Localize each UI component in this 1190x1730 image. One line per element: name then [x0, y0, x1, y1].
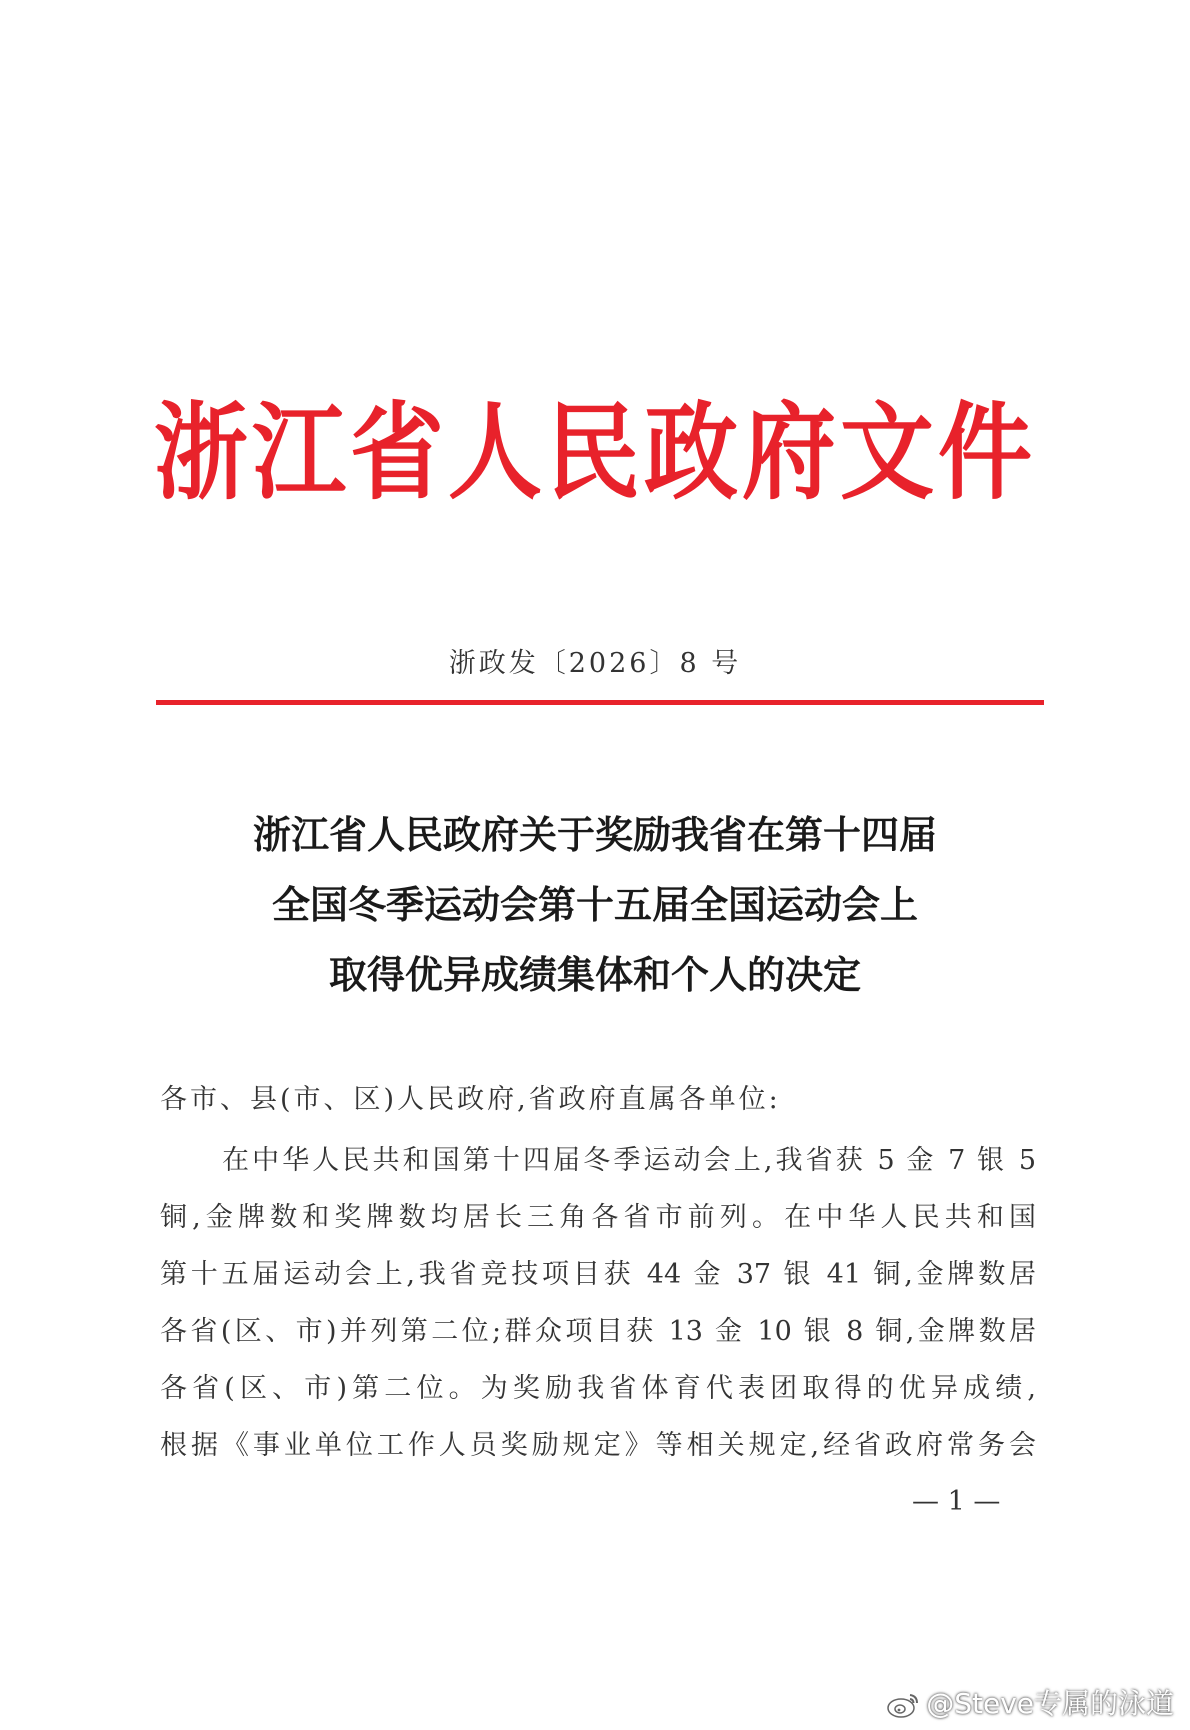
- document-number: 浙政发〔2026〕8 号: [448, 648, 742, 679]
- red-divider-line: [156, 700, 1044, 705]
- watermark: [886, 1686, 1174, 1722]
- body-paragraph: [160, 1132, 1036, 1474]
- body-line: 铜,金牌数和奖牌数均居长三角各省市前列。在中华人民共和国: [160, 1202, 1036, 1233]
- weibo-icon: [886, 1689, 920, 1719]
- title-line: 浙江省人民政府关于奖励我省在第十四届: [252, 812, 937, 857]
- document-title: [0, 800, 1190, 1010]
- body-line: 根据《事业单位工作人员奖励规定》等相关规定,经省政府常务会: [160, 1430, 1036, 1461]
- title-line: 全国冬季运动会第十五届全国运动会上: [271, 882, 918, 927]
- body-line: 第十五届运动会上,我省竞技项目获 44 金 37 银 41 铜,金牌数居: [160, 1259, 1036, 1290]
- body-line: 各省(区、市)并列第二位;群众项目获 13 金 10 银 8 铜,金牌数居: [160, 1316, 1036, 1347]
- body-line: 在中华人民共和国第十四届冬季运动会上,我省获 5 金 7 银 5: [222, 1145, 1036, 1176]
- masthead-title: 浙江省人民政府文件: [153, 391, 1036, 515]
- page-number: — 1 —: [912, 1486, 1001, 1517]
- title-line: 取得优异成绩集体和个人的决定: [328, 952, 861, 997]
- watermark-text: @Steve专属的泳道: [926, 1687, 1174, 1720]
- body-line: 各省(区、市)第二位。为奖励我省体育代表团取得的优异成绩,: [160, 1373, 1036, 1404]
- salutation: 各市、县(市、区)人民政府,省政府直属各单位:: [160, 1084, 781, 1115]
